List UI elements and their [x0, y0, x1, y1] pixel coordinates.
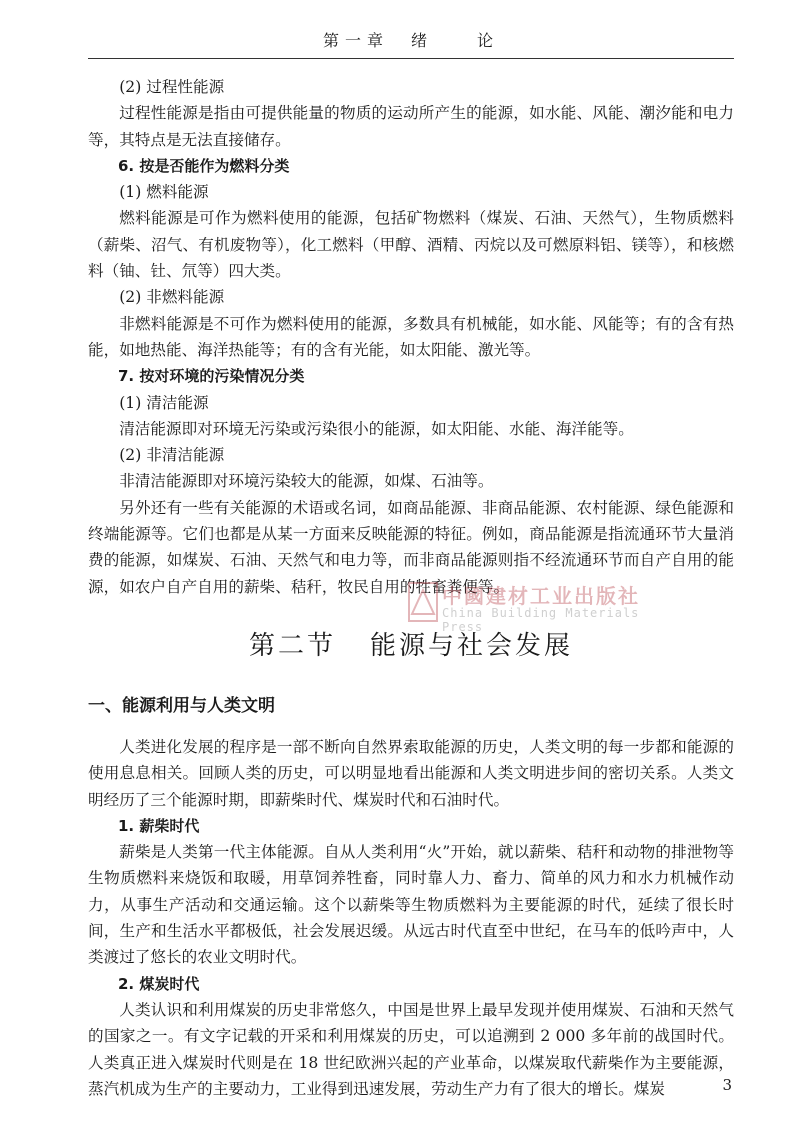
page-number: 3 [722, 1076, 732, 1094]
list-item: (2) 非燃料能源 [119, 288, 225, 307]
list-item: (1) 燃料能源 [119, 183, 209, 202]
list-item: (1) 清洁能源 [119, 393, 209, 412]
body-text [88, 74, 734, 1102]
header-rule [88, 58, 734, 59]
paragraph: 清洁能源即对环境无污染或污染很小的能源，如太阳能、水能、海洋能等。 [119, 419, 634, 438]
section-name: 能源与社会发展 [370, 630, 574, 661]
era-heading: 2. 煤炭时代 [118, 974, 200, 993]
paragraph: 人类认识和利用煤炭的历史非常悠久，中国是世界上最早发现并使用煤炭、石油和天然气的国家之一。有文字记载的开采和利用煤炭的历史，可以追溯到 2 000 多年前的战国时代。人类真正进入煤炭时代则是在 18 世纪欧洲兴起的产业革命，以煤炭取代薪柴作为主要能源，蒸汽机成为生产的主要动力，工业得到迅速发展，劳动生产力有了很大的增长。煤炭 [88, 1000, 734, 1098]
subsection-title: 一、能源利用与人类文明 [88, 695, 275, 716]
paragraph: 另外还有一些有关能源的术语或名词，如商品能源、非商品能源、农村能源、绿色能源和终端能源等。它们也都是从某一方面来反映能源的特征。例如，商品能源是指流通环节大量消费的能源，如煤炭、石油、天然气和电力等，而非商品能源则指不经流通环节而自产自用的能源，如农户自产自用的薪柴、秸秆，牧民自用的牲畜粪便等。 [88, 498, 734, 596]
paragraph: 薪柴是人类第一代主体能源。自从人类利用“火”开始，就以薪柴、秸秆和动物的排泄物等生物质燃料来烧饭和取暖，用草饲养牲畜，同时靠人力、畜力、简单的风力和水力机械作动力，从事生产活动和交通运输。这个以薪柴等生物质燃料为主要能源的时代，延续了很长时间，生产和生活水平都极低，社会发展迟缓。从远古时代直至中世纪，在马车的低吟声中，人类渡过了悠长的农业文明时代。 [88, 843, 734, 967]
era-heading: 1. 薪柴时代 [118, 816, 200, 835]
section-title [88, 626, 734, 666]
paragraph: 过程性能源是指由可提供能量的物质的运动所产生的能源，如水能、风能、潮汐能和电力等，其特点是无法直接储存。 [88, 104, 734, 149]
section-number: 第二节 [248, 630, 336, 661]
paragraph: 非清洁能源即对环境污染较大的能源，如煤、石油等。 [119, 472, 494, 491]
list-item: (2) 非清洁能源 [119, 446, 225, 465]
list-item: (2) 过程性能源 [119, 78, 225, 96]
running-header: 第一章 绪 论 [322, 31, 499, 50]
category-heading: 6. 按是否能作为燃料分类 [118, 156, 290, 175]
watermark-english: China Building Materials Press [442, 606, 640, 634]
category-heading: 7. 按对环境的污染情况分类 [118, 367, 305, 386]
paragraph: 非燃料能源是不可作为燃料使用的能源，多数具有机械能，如水能、风能等；有的含有热能，如地热能、海洋热能等；有的含有光能，如太阳能、激光等。 [88, 314, 734, 359]
paragraph: 人类进化发展的程序是一部不断向自然界索取能源的历史，人类文明的每一步都和能源的使用息息相关。回顾人类的历史，可以明显地看出能源和人类文明进步间的密切关系。人类文明经历了三个能源时期，即薪柴时代、煤炭时代和石油时代。 [88, 737, 734, 809]
paragraph: 燃料能源是可作为燃料使用的能源，包括矿物燃料（煤炭、石油、天然气），生物质燃料（薪柴、沼气、有机废物等），化工燃料（甲醇、酒精、丙烷以及可燃原料铝、镁等），和核燃料（铀、钍、氘等）四大类。 [88, 209, 734, 281]
watermark-chinese: 中國建材工业出版社 [442, 584, 640, 608]
